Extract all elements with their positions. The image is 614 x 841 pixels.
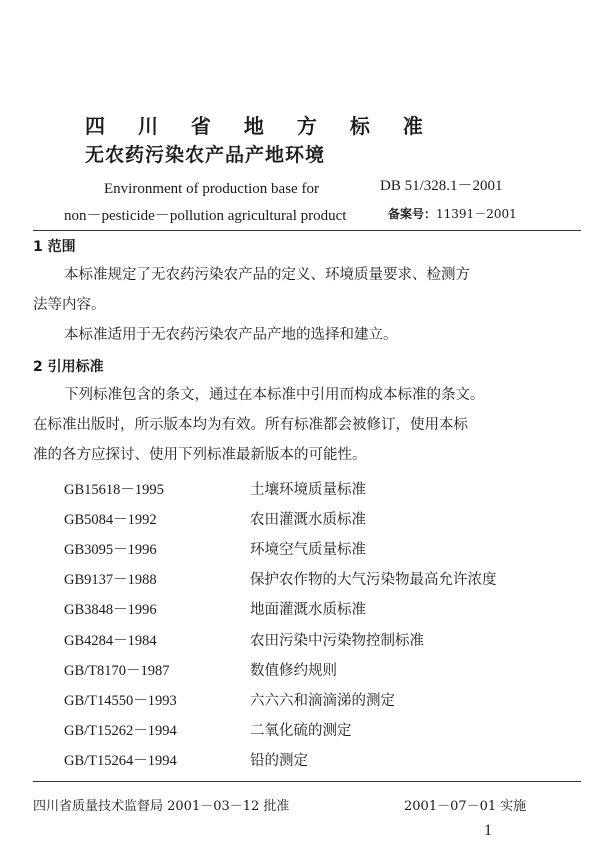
record-number: 11391－2001	[436, 207, 517, 221]
standard-code: DB 51/328.1－2001	[380, 178, 503, 194]
page-number: 1	[484, 822, 492, 839]
english-title-line2: non－pesticide－pollution agricultural product	[64, 208, 347, 224]
references-intro-line2: 在标准出版时，所示版本均为有效。所有标准都会被修订，使用本标	[33, 417, 468, 433]
reference-title: 铅的测定	[250, 753, 308, 769]
reference-title: 保护农作物的大气污染物最高允许浓度	[250, 572, 497, 588]
reference-title: 农田灌溉水质标准	[250, 512, 366, 528]
reference-title: 六六六和滴滴涕的测定	[250, 693, 395, 709]
reference-title: 地面灌溉水质标准	[250, 602, 366, 618]
section-heading-scope: 1 范围	[33, 239, 76, 255]
reference-code: GB5084－1992	[64, 512, 157, 528]
record-label: 备案号：	[388, 207, 437, 221]
approval-info: 四川省质量技术监督局 2001－03－12 批准	[33, 799, 290, 814]
reference-code: GB/T8170－1987	[64, 663, 170, 679]
scope-para1-line2: 法等内容。	[33, 297, 106, 313]
reference-title: 土壤环境质量标准	[250, 482, 366, 498]
english-title-line1: Environment of production base for	[104, 181, 319, 197]
reference-code: GB3095－1996	[64, 542, 157, 558]
header-divider	[33, 230, 581, 231]
scope-para2: 本标准适用于无农药污染农产品产地的选择和建立。	[64, 327, 398, 343]
record-info	[388, 205, 517, 222]
reference-code: GB9137－1988	[64, 572, 157, 588]
document-title: 四 川 省 地 方 标 准	[85, 114, 436, 138]
effective-date: 2001－07－01 实施	[404, 799, 527, 814]
references-intro-line3: 准的各方应探讨、使用下列标准最新版本的可能性。	[33, 447, 367, 463]
reference-title: 农田污染中污染物控制标准	[250, 633, 424, 649]
reference-title: 二氧化硫的测定	[250, 723, 352, 739]
reference-code: GB4284－1984	[64, 633, 157, 649]
reference-title: 数值修约规则	[250, 663, 337, 679]
reference-code: GB/T15264－1994	[64, 753, 177, 769]
section-heading-references: 2 引用标准	[33, 359, 104, 375]
reference-title: 环境空气质量标准	[250, 542, 366, 558]
reference-code: GB/T15262－1994	[64, 723, 177, 739]
footer-divider	[33, 781, 581, 782]
document-subtitle: 无农药污染农产品产地环境	[85, 144, 326, 166]
reference-code: GB/T14550－1993	[64, 693, 177, 709]
reference-code: GB3848－1996	[64, 602, 157, 618]
reference-code: GB15618－1995	[64, 482, 164, 498]
scope-para1-line1: 本标准规定了无农药污染农产品的定义、环境质量要求、检测方	[64, 267, 470, 283]
references-intro-line1: 下列标准包含的条文，通过在本标准中引用而构成本标准的条文。	[64, 387, 485, 403]
